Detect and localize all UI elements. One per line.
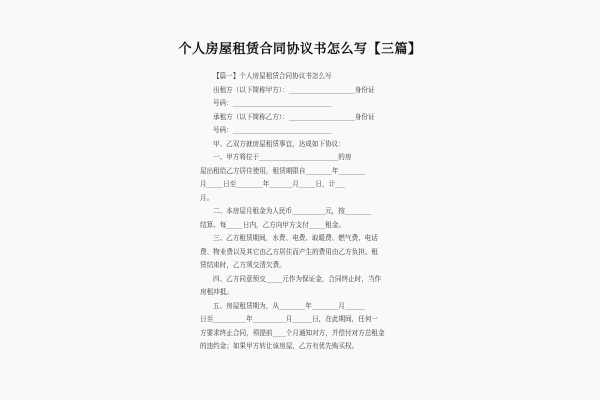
- clause-5-line-1: 五、房屋租赁期为，从________年________月______: [213, 301, 365, 310]
- clause-4-line-1: 四、乙方同意预交_____元作为保证金，合同终止时，当作: [213, 274, 382, 283]
- clause-2-line-1: 二、本房屋月租金为人民币__________元，按________: [213, 207, 372, 215]
- section-heading: 【篇一】个人房屋租赁合同协议书怎么写: [213, 72, 332, 80]
- clause-4-line-2: 房租冲抵。: [200, 288, 233, 296]
- clause-1-line-3: 月_____日至________年_______月_____日，计___: [200, 180, 346, 188]
- clause-3-line-1: 三、乙方租赁期间，水费、电费、取暖费、燃气费、电话: [213, 234, 378, 242]
- clause-1-line-1: 一、甲方将位于________________________的房: [213, 153, 352, 161]
- document-body: [200, 70, 410, 354]
- lessor-line: 出租方（以下简称甲方）：____________________身份证: [213, 85, 375, 94]
- clause-5-line-2: 日至__________年__________月______日，在此期间，任何一: [200, 315, 379, 323]
- clause-3-line-3: 赁结束时，乙方须交清欠费。: [200, 261, 286, 269]
- lessee-id-line: 号码：______________________________: [213, 126, 332, 134]
- document-title: 个人房屋租赁合同协议书怎么写【三篇】: [178, 42, 422, 57]
- clause-5-line-4: 的违约金；如果甲方转让该房屋，乙方有优先购买权。: [200, 342, 359, 350]
- clause-5-line-3: 方要求终止合同，须提前____个月通知对方，并偿付对方总租金: [200, 328, 385, 337]
- clause-2-line-2: 结算。每_____日内，乙方向甲方支付_____租金。: [200, 220, 346, 229]
- lessor-id-line: 号码：______________________________: [213, 99, 332, 107]
- lessee-line: 承租方（以下简称乙方）：____________________身份证: [213, 112, 375, 121]
- agreement-intro: 甲、乙双方就房屋租赁事宜，达成如下协议：: [213, 139, 345, 148]
- clause-1-line-4: 月。: [200, 193, 214, 202]
- clause-3-line-2: 费、物业费以及其它由乙方居住而产生的费用由乙方负担。租: [200, 247, 379, 256]
- clause-1-line-2: 屋出租给乙方居住使用，租赁期限自________年________: [200, 166, 365, 175]
